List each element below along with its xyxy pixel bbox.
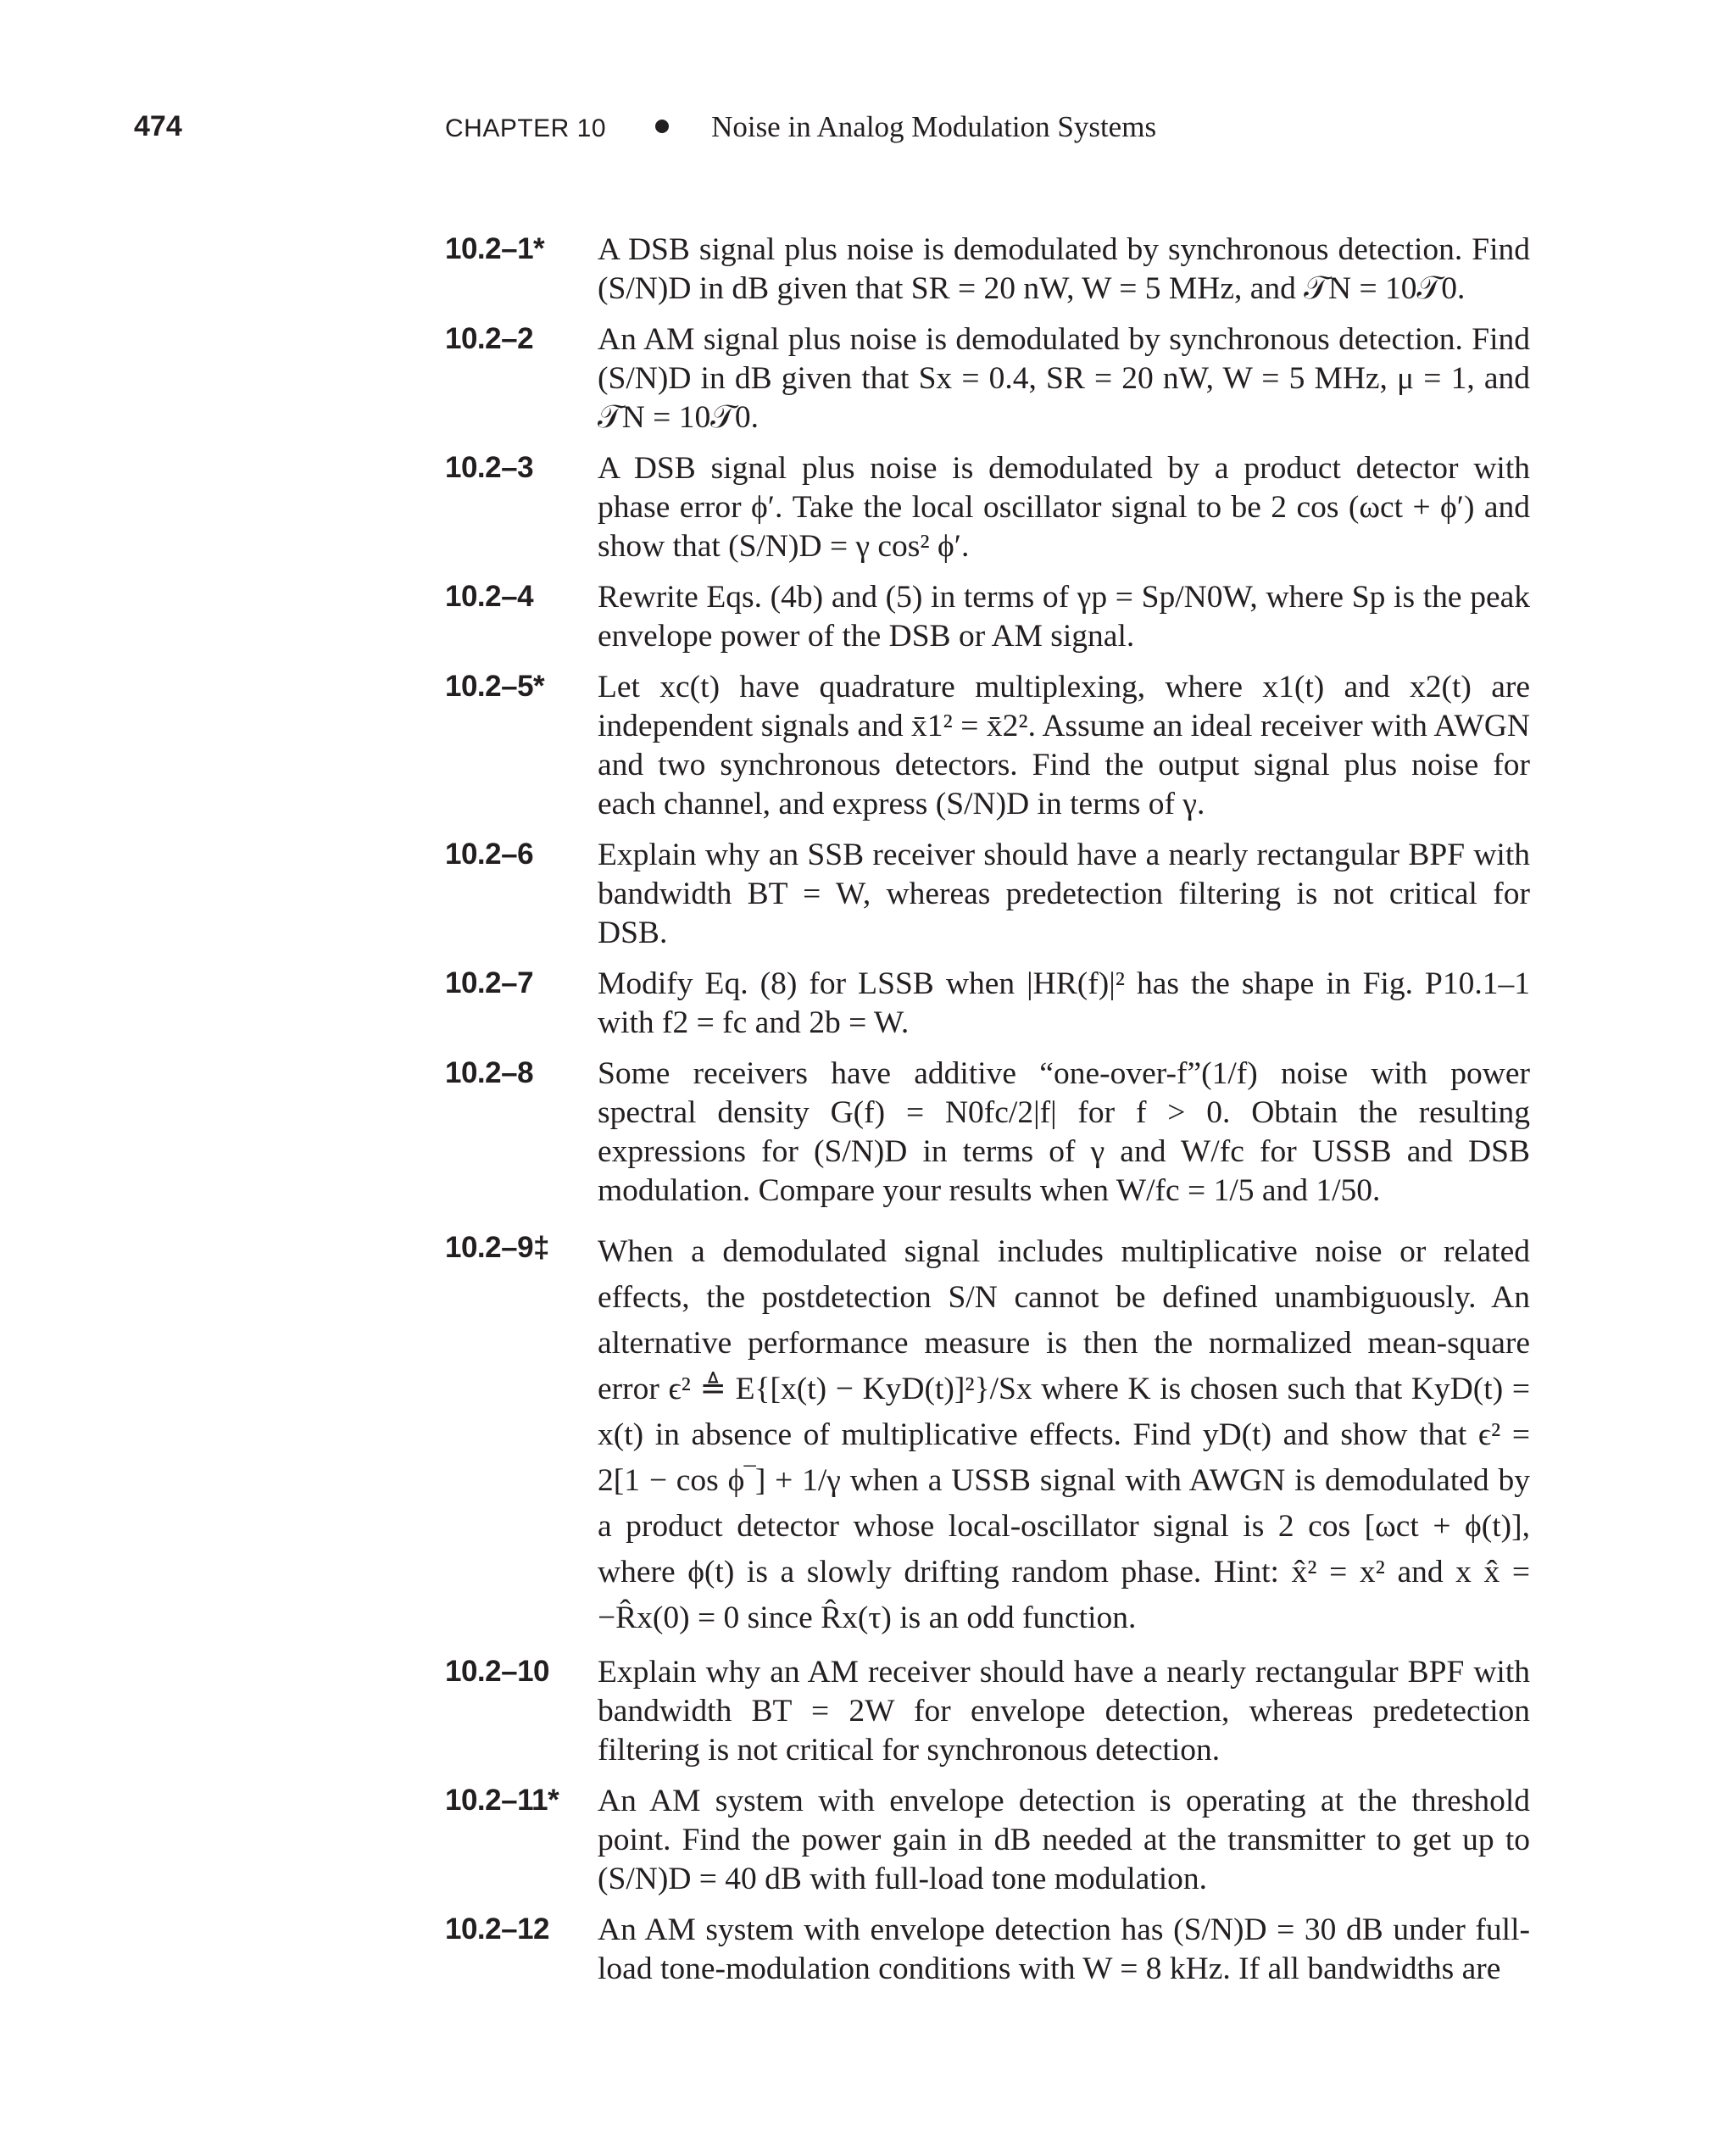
problem-text: A DSB signal plus noise is demodulated by a product detector with phase error ϕ′. Take the local oscillator signal to be 2 cos (ωct + ϕ′) and show that (S/N)D = γ cos² ϕ′.: [598, 451, 1530, 564]
running-header: [445, 110, 1156, 144]
problem-number: 10.2–8: [445, 1056, 534, 1089]
problem-number: 10.2–12: [445, 1912, 550, 1946]
problem-number: 10.2–2: [445, 322, 534, 355]
page-number: 474: [134, 110, 182, 142]
problem-text: An AM system with envelope detection is operating at the threshold point. Find the power gain in dB needed at the transmitter to get up to (S/N)D = 40 dB with full-load tone modulation.: [598, 1784, 1530, 1896]
problem-number: 10.2–3: [445, 451, 534, 484]
problem-item: [445, 1782, 1530, 1899]
problem-text: A DSB signal plus noise is demodulated by synchronous detection. Find (S/N)D in dB given that SR = 20 nW, W = 5 MHz, and 𝒯N = 10𝒯0.: [598, 232, 1530, 306]
problem-item: [445, 1055, 1530, 1211]
problem-number: 10.2–1*: [445, 232, 545, 265]
problem-item: [445, 668, 1530, 824]
problem-text: Explain why an AM receiver should have a nearly rectangular BPF with bandwidth BT = 2W for envelope detection, whereas predetection filtering is not critical for synchronous detection.: [598, 1655, 1530, 1768]
problem-text: An AM system with envelope detection has (S/N)D = 30 dB under full-load tone-modulation conditions with W = 8 kHz. If all bandwidths are: [598, 1912, 1530, 1986]
problem-item: [445, 965, 1530, 1043]
problem-number: 10.2–5*: [445, 670, 545, 703]
problem-item: [445, 578, 1530, 656]
problem-text: Rewrite Eqs. (4b) and (5) in terms of γp = Sp/N0W, where Sp is the peak envelope power of the DSB or AM signal.: [598, 580, 1530, 654]
bullet-icon: [655, 120, 669, 133]
problem-text: When a demodulated signal includes multiplicative noise or related effects, the postdetection S/N cannot be defined unambiguously. An alternative performance measure is then the normalized mean-square error ϵ² ≜ E{[x(t) − KyD(t)]²}/Sx where K is chosen such that KyD(t) = x(t) in absence of multiplicative effects. Find yD(t) and show that ϵ² = 2[1 − cos ϕ‾] + 1/γ when a USSB signal with AWGN is demodulated by a product detector whose local-oscillator signal is 2 cos [ωct + ϕ(t)], where ϕ(t) is a slowly drifting random phase. Hint: x̂² = x² and x x̂ = −R̂x(0) = 0 since R̂x(τ) is an odd function.: [598, 1234, 1530, 1635]
problem-text: An AM signal plus noise is demodulated by synchronous detection. Find (S/N)D in dB given that Sx = 0.4, SR = 20 nW, W = 5 MHz, μ = 1, and 𝒯N = 10𝒯0.: [598, 322, 1530, 435]
chapter-label: CHAPTER 10: [445, 114, 607, 142]
problem-number: 10.2–9‡: [445, 1231, 550, 1264]
problem-item: [445, 231, 1530, 309]
problem-item: [445, 836, 1530, 953]
problem-number: 10.2–11*: [445, 1784, 559, 1817]
chapter-title: Noise in Analog Modulation Systems: [711, 110, 1157, 143]
problem-number: 10.2–6: [445, 838, 534, 871]
problem-number: 10.2–7: [445, 966, 534, 999]
problem-text: Some receivers have additive “one-over-f”(1/f) noise with power spectral density G(f) = N0fc/2|f| for f > 0. Obtain the resulting expressions for (S/N)D in terms of γ and W/fc for USSB and DSB modulation. Compare your results when W/fc = 1/5 and 1/50.: [598, 1056, 1530, 1208]
problem-text: Modify Eq. (8) for LSSB when |HR(f)|² has the shape in Fig. P10.1–1 with f2 = fc and 2b = W.: [598, 966, 1530, 1040]
problem-item: [445, 1653, 1530, 1770]
problem-text: Let xc(t) have quadrature multiplexing, where x1(t) and x2(t) are independent signals and x̄1² = x̄2². Assume an ideal receiver with AWGN and two synchronous detectors. Find the output signal plus noise for each channel, and express (S/N)D in terms of γ.: [598, 670, 1530, 821]
problem-item: [445, 320, 1530, 437]
problem-number: 10.2–10: [445, 1655, 550, 1688]
problem-list: [445, 231, 1530, 2001]
problem-number: 10.2–4: [445, 580, 534, 613]
problem-item: [445, 1911, 1530, 1989]
problem-item: [445, 1229, 1530, 1641]
problem-text: Explain why an SSB receiver should have a nearly rectangular BPF with bandwidth BT = W, whereas predetection filtering is not critical for DSB.: [598, 838, 1530, 950]
problem-item: [445, 449, 1530, 566]
